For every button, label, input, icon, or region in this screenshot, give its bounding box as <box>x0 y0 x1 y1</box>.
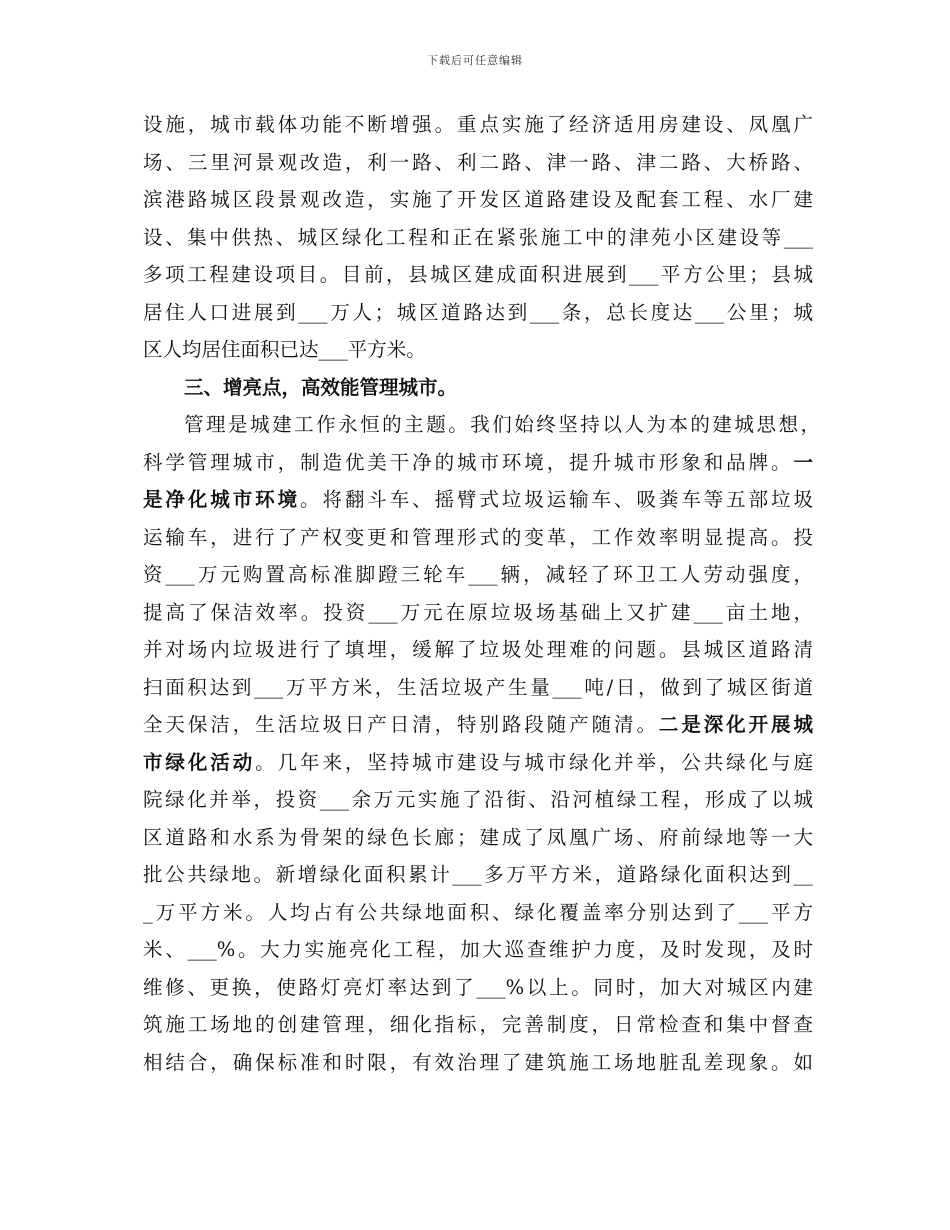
paragraph-line: 运输车，进行了产权变更和管理形式的变革，工作效率明显提高。投 <box>143 526 813 549</box>
paragraph-line: 资___万元购置高标准脚蹬三轮车___辆，减轻了环卫工人劳动强度， <box>143 563 813 586</box>
paragraph-line: 并对场内垃圾进行了填埋，缓解了垃圾处理难的问题。县城区道路清 <box>143 638 813 661</box>
paragraph-line: 全天保洁，生活垃圾日产日清，特别路段随产随清。二是深化开展城 <box>143 713 813 736</box>
paragraph-line: 科学管理城市，制造优美干净的城市环境，提升城市形象和品牌。一 <box>143 451 813 474</box>
page-header: 下载后可任意编辑 <box>427 54 523 67</box>
paragraph-line: 院绿化并举，投资___余万元实施了沿街、沿河植绿工程，形成了以城 <box>143 788 813 811</box>
paragraph-line: 提高了保洁效率。投资___万元在原垃圾场基础上又扩建___亩土地， <box>143 601 813 624</box>
bold-lead: 二是深化开展城 <box>658 713 813 736</box>
paragraph-line: 市绿化活动。几年来，坚持城市建设与城市绿化并举，公共绿化与庭 <box>143 751 813 774</box>
paragraph-line: 管理是城建工作永恒的主题。我们始终坚持以人为本的建城思想， <box>184 413 820 436</box>
bold-lead: 一 <box>793 451 813 474</box>
paragraph-line: 设、集中供热、城区绿化工程和正在紧张施工中的津苑小区建设等___ <box>143 226 813 249</box>
paragraph-line: 场、三里河景观改造，利一路、利二路、津一路、津二路、大桥路、 <box>143 151 813 174</box>
bold-lead: 市绿化活动 <box>143 751 256 774</box>
paragraph-line: 米、___%。大力实施亮化工程，加大巡查维护力度，及时发现，及时 <box>143 938 813 961</box>
paragraph-line: 区道路和水系为骨架的绿色长廊；建成了凤凰广场、府前绿地等一大 <box>143 826 813 849</box>
paragraph-line: 区人均居住面积已达___平方米。 <box>143 338 426 361</box>
paragraph-line: 维修、更换，使路灯亮灯率达到了___%以上。同时，加大对城区内建 <box>143 976 813 999</box>
paragraph-line: 是净化城市环境。将翻斗车、摇臂式垃圾运输车、吸粪车等五部垃圾 <box>143 488 813 511</box>
paragraph-line: 多项工程建设项目。目前，县城区建成面积进展到___平方公里；县城 <box>143 263 813 286</box>
paragraph-line: 批公共绿地。新增绿化面积累计___多万平方米，道路绿化面积达到__ <box>143 863 813 886</box>
paragraph-line: 相结合，确保标准和时限，有效治理了建筑施工场地脏乱差现象。如 <box>143 1051 813 1074</box>
bold-lead: 是净化城市环境 <box>143 488 301 511</box>
paragraph-line: _万平方米。人均占有公共绿地面积、绿化覆盖率分别达到了___平方 <box>143 901 813 924</box>
paragraph-line: 设施，城市载体功能不断增强。重点实施了经济适用房建设、凤凰广 <box>143 113 813 136</box>
paragraph-line: 筑施工场地的创建管理，细化指标，完善制度，日常检查和集中督查 <box>143 1013 813 1036</box>
paragraph-line: 滨港路城区段景观改造，实施了开发区道路建设及配套工程、水厂建 <box>143 188 813 211</box>
paragraph-line: 扫面积达到___万平方米，生活垃圾产生量___吨/日，做到了城区街道 <box>143 676 813 699</box>
section-heading: 三、增亮点，高效能管理城市。 <box>184 376 458 399</box>
paragraph-line: 居住人口进展到___万人；城区道路达到___条，总长度达___公里；城 <box>143 301 813 324</box>
